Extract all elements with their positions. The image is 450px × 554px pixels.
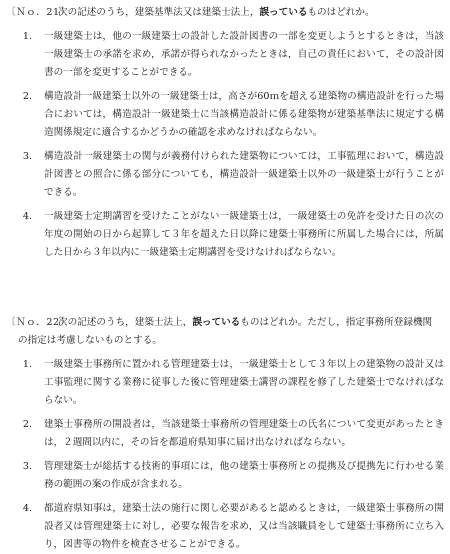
question-header	[6, 4, 444, 22]
question-22	[6, 314, 444, 554]
question-header	[6, 314, 444, 332]
option-item	[6, 458, 444, 494]
option-item	[6, 500, 444, 554]
option-text: 構造設計一級建築士以外の一級建築士は，高さが60ｍを超える建築物の構造設計を行った場合においては，構造設計一級建築士に当該構造設計に係る建築物が建築基準法に規定する構造関係規定に適合するかどうかの確認を求めなければならない。	[44, 91, 444, 138]
option-text: 一級建築士定期講習を受けたことがない一級建築士は，一級建築士の免許を受けた日の次の年度の開始の日から起算して３年を超えた日以降に建築士事務所に所属した場合には，所属した日から３年以内に一級建築士定期講習を受けなければならない。	[44, 211, 444, 258]
option-number: 1 .	[12, 28, 32, 82]
stem-text-after: ものはどれか。ただし，指定事務所登録機関	[240, 317, 433, 328]
stem-text-before: 次の記述のうち，建築士法上，	[58, 317, 193, 328]
option-number: 4 .	[12, 500, 32, 554]
question-number: 〔Ｎｏ．22〕	[6, 317, 70, 328]
question-number: 〔Ｎｏ．21〕	[6, 7, 70, 18]
option-list	[6, 356, 444, 554]
option-item	[6, 208, 444, 262]
option-item	[6, 148, 444, 202]
question-stem	[58, 314, 444, 332]
stem-text-after: ものはどれか。	[307, 7, 375, 18]
option-number: 3 .	[12, 458, 32, 494]
option-number: 2 .	[12, 88, 32, 142]
option-item	[6, 356, 444, 410]
option-text: 建築士事務所の開設者は，当該建築士事務所の管理建築士の氏名について変更があったときは，２週間以内に，その旨を都道府県知事に届け出なければならない。	[44, 419, 444, 448]
stem-emphasis: 誤っている	[192, 317, 241, 328]
question-stem-line2: の指定は考慮しないものとする。	[18, 335, 162, 346]
option-list	[6, 28, 444, 262]
option-text: 一級建築士事務所に置かれる管理建築士は，一級建築士として３年以上の建築物の設計又は工事監理に関する業務に従事した後に管理建築士講習の課程を修了した建築士でなければならない。	[44, 359, 444, 406]
option-text: 構造設計一級建築士の関与が義務付けられた建築物については，工事監理において，構造設計図書との照合に係る部分についても，構造設計一級建築士以外の一級建築士が行うことができる。	[44, 151, 444, 198]
stem-emphasis: 誤っている	[259, 7, 308, 18]
option-text: 都道府県知事は，建築士法の施行に関し必要があると認めるときは，一級建築士事務所の開設者又は管理建築士に対し，必要な報告を求め，又は当該職員をして建築士事務所に立ち入り，図書等の物件を検査させることができる。	[44, 503, 444, 550]
question-stem	[58, 4, 444, 22]
option-text: 一級建築士は，他の一級建築士の設計した設計図書の一部を変更しようとするときは，当該一級建築士の承諾を求め，承諾が得られなかったときは，自己の責任において，その設計図書の一部を変更することができる。	[44, 31, 444, 78]
option-number: 1 .	[12, 356, 32, 410]
option-item	[6, 88, 444, 142]
option-number: 4 .	[12, 208, 32, 262]
option-number: 3 .	[12, 148, 32, 202]
option-number: 2 .	[12, 416, 32, 452]
option-item	[6, 416, 444, 452]
question-21	[6, 4, 444, 262]
option-item	[6, 28, 444, 82]
option-text: 管理建築士が総括する技術的事項には，他の建築士事務所との提携及び提携先に行わせる業務の範囲の案の作成が含まれる。	[44, 461, 444, 490]
stem-text-before: 次の記述のうち，建築基準法又は建築士法上，	[58, 7, 260, 18]
